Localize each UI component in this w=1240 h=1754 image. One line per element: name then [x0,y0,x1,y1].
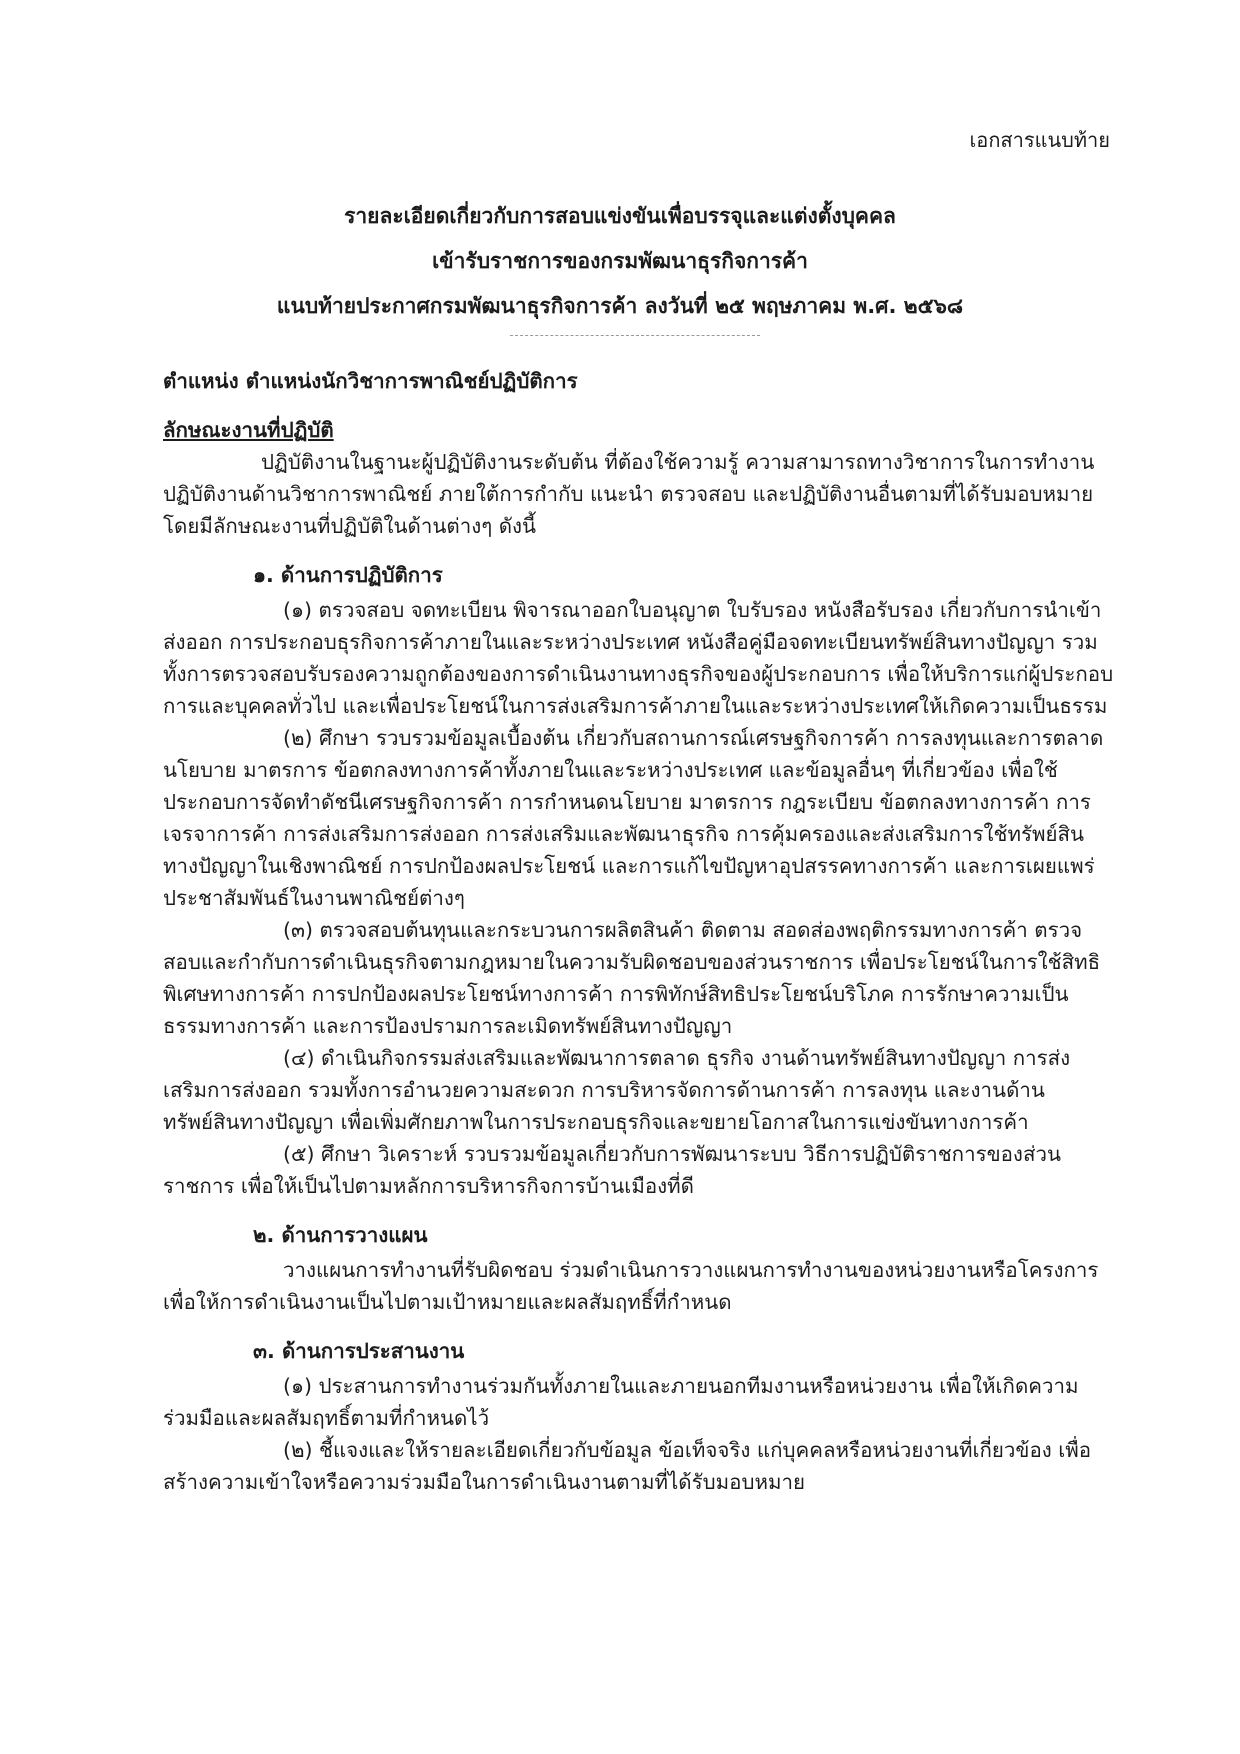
operations-item-5: (๕) ศึกษา วิเคราะห์ รวบรวมข้อมูลเกี่ยวกับการพัฒนาระบบ วิธีการปฏิบัติราชการของส่วนราชการ เพื่อให้เป็นไปตามหลักการบริหารกิจการบ้านเมืองที่ดี [163,1142,1061,1198]
title-divider [510,335,760,336]
annex-label: เอกสารแนบท้าย [969,128,1110,152]
position-title: ตำแหน่ง ตำแหน่งนักวิชาการพาณิชย์ปฏิบัติการ [163,369,578,393]
operations-item-2: (๒) ศึกษา รวบรวมข้อมูลเบื้องต้น เกี่ยวกับสถานการณ์เศรษฐกิจการค้า การลงทุนและการตลาด นโยบาย มาตรการ ข้อตกลงทางการค้าทั้งภายในและระหว่างประเทศ และข้อมูลอื่นๆ ที่เกี่ยวข้อง เพื่อใช้ประกอบการจัดทำดัชนีเศรษฐกิจการค้า การกำหนดนโยบาย มาตรการ กฎระเบียบ ข้อตกลงทางการค้า การเจรจาการค้า การส่งเสริมการส่งออก การส่งเสริมและพัฒนาธุรกิจ การคุ้มครองและส่งเสริมการใช้ทรัพย์สินทางปัญญาในเชิงพาณิชย์ การปกป้องผลประโยชน์ และการแก้ไขปัญหาอุปสรรคทางการค้า และการเผยแพร่ประชาสัมพันธ์ในงานพาณิชย์ต่างๆ [163,726,1104,910]
work-nature-heading: ลักษณะงานที่ปฏิบัติ [163,418,334,442]
operations-item-1: (๑) ตรวจสอบ จดทะเบียน พิจารณาออกใบอนุญาต ใบรับรอง หนังสือรับรอง เกี่ยวกับการนำเข้า ส่งออก การประกอบธุรกิจการค้าภายในและระหว่างประเทศ หนังสือคู่มือจดทะเบียนทรัพย์สินทางปัญญา รวมทั้งการตรวจสอบรับรองความถูกต้องของการดำเนินงานทางธุรกิจของผู้ประกอบการ เพื่อให้บริการแก่ผู้ประกอบการและบุคคลทั่วไป และเพื่อประโยชน์ในการส่งเสริมการค้าภายในและระหว่างประเทศให้เกิดความเป็นธรรม [163,598,1114,718]
title-line-1: รายละเอียดเกี่ยวกับการสอบแข่งขันเพื่อบรรจุและแต่งตั้งบุคคล [344,204,896,228]
planning-item-1: วางแผนการทำงานที่รับผิดชอบ ร่วมดำเนินการวางแผนการทำงานของหน่วยงานหรือโครงการ เพื่อให้การดำเนินงานเป็นไปตามเป้าหมายและผลสัมฤทธิ์ที่กำหนด [163,1258,1099,1314]
section-title-planning: ๒. ด้านการวางแผน [253,1223,428,1247]
coordination-item-2: (๒) ชี้แจงและให้รายละเอียดเกี่ยวกับข้อมูล ข้อเท็จจริง แก่บุคคลหรือหน่วยงานที่เกี่ยวข้อง เพื่อสร้างความเข้าใจหรือความร่วมมือในการดำเนินงานตามที่ได้รับมอบหมาย [163,1438,1092,1494]
work-nature-intro: ปฏิบัติงานในฐานะผู้ปฏิบัติงานระดับต้น ที่ต้องใช้ความรู้ ความสามารถทางวิชาการในการทำงาน ปฏิบัติงานด้านวิชาการพาณิชย์ ภายใต้การกำกับ แนะนำ ตรวจสอบ และปฏิบัติงานอื่นตามที่ได้รับมอบหมาย โดยมีลักษณะงานที่ปฏิบัติในด้านต่างๆ ดังนี้ [163,450,1095,538]
operations-item-4: (๔) ดำเนินกิจกรรมส่งเสริมและพัฒนาการตลาด ธุรกิจ งานด้านทรัพย์สินทางปัญญา การส่งเสริมการส่งออก รวมทั้งการอำนวยความสะดวก การบริหารจัดการด้านการค้า การลงทุน และงานด้านทรัพย์สินทางปัญญา เพื่อเพิ่มศักยภาพในการประกอบธุรกิจและขยายโอกาสในการแข่งขันทางการค้า [163,1046,1071,1134]
section-title-operations: ๑. ด้านการปฏิบัติการ [253,563,443,587]
title-line-2: เข้ารับราชการของกรมพัฒนาธุรกิจการค้า [432,249,808,273]
coordination-item-1: (๑) ประสานการทำงานร่วมกันทั้งภายในและภายนอกทีมงานหรือหน่วยงาน เพื่อให้เกิดความร่วมมือและผลสัมฤทธิ์ตามที่กำหนดไว้ [163,1374,1079,1430]
operations-item-3: (๓) ตรวจสอบต้นทุนและกระบวนการผลิตสินค้า ติดตาม สอดส่องพฤติกรรมทางการค้า ตรวจสอบและกำกับการดำเนินธุรกิจตามกฎหมายในความรับผิดชอบของส่วนราชการ เพื่อประโยชน์ในการใช้สิทธิพิเศษทางการค้า การปกป้องผลประโยชน์ทางการค้า การพิทักษ์สิทธิประโยชน์บริโภค การรักษาความเป็นธรรมทางการค้า และการป้องปรามการละเมิดทรัพย์สินทางปัญญา [163,918,1101,1038]
title-line-3: แนบท้ายประกาศกรมพัฒนาธุรกิจการค้า ลงวันที่ ๒๕ พฤษภาคม พ.ศ. ๒๕๖๘ [276,294,964,318]
document-body [163,362,1114,1498]
section-title-coordination: ๓. ด้านการประสานงาน [253,1339,465,1363]
document-title [100,194,1140,329]
